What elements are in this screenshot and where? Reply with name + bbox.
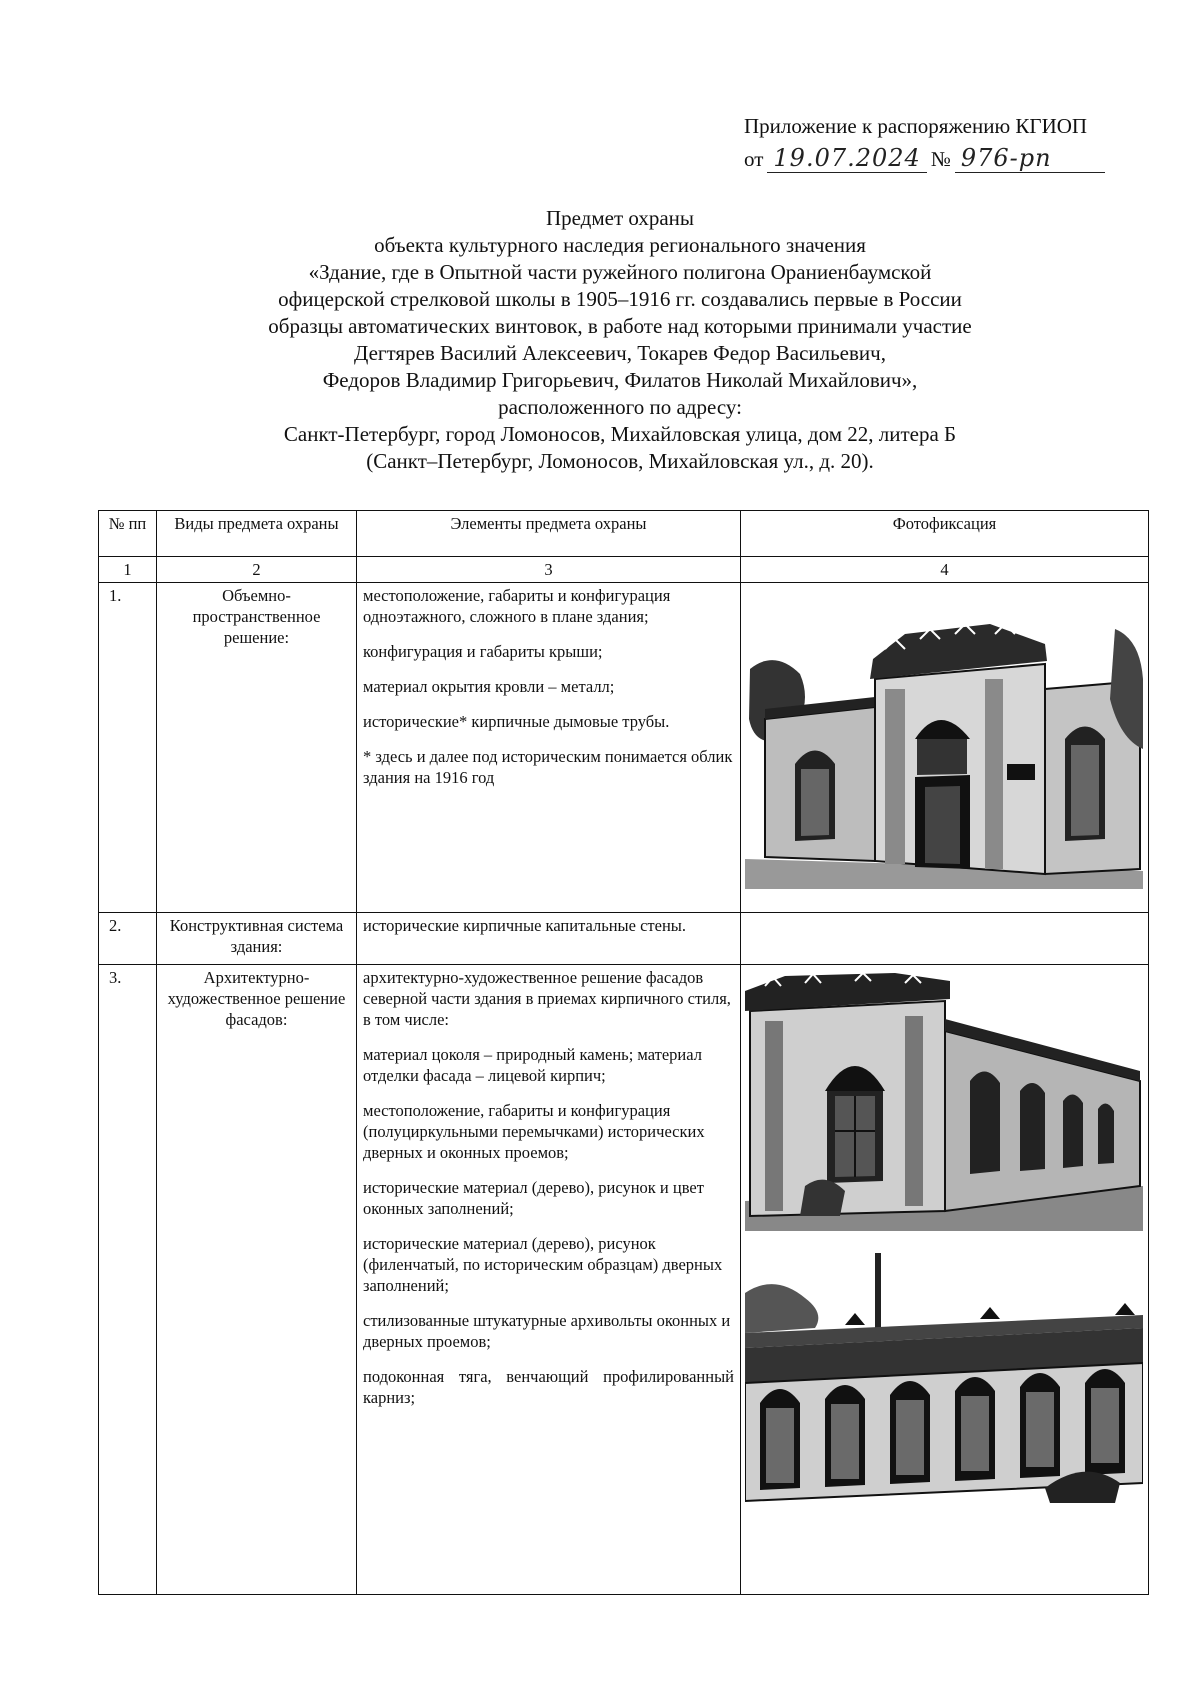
document-title: [180, 205, 1060, 475]
photo-cell-empty: [741, 913, 1149, 965]
title-line: расположенного по адресу:: [498, 395, 742, 419]
row-elements: [357, 913, 741, 965]
title-line: Санкт-Петербург, город Ломоносов, Михайловская улица, дом 22, литера Б: [283, 422, 957, 446]
photo-cell: [741, 583, 1149, 913]
row-number: 2.: [99, 913, 157, 965]
title-line: объекта культурного наследия регионального значения: [374, 233, 866, 257]
row-number: 3.: [99, 965, 157, 1595]
photo-cell: [741, 965, 1149, 1595]
index-cell: 1: [99, 557, 157, 583]
table-header-row: [99, 511, 1149, 557]
appendix-date-line: [744, 144, 1164, 173]
row-number: 1.: [99, 583, 157, 913]
table-row: [99, 913, 1149, 965]
order-number: 976-рп: [955, 144, 1105, 173]
title-line: офицерской стрелковой школы в 1905–1916 гг. создавались первые в России: [278, 287, 962, 311]
from-label: от: [744, 147, 764, 171]
table-index-row: [99, 557, 1149, 583]
title-line: образцы автоматических винтовок, в работе над которыми принимали участие: [268, 314, 972, 338]
element-item: конфигурация и габариты крыши;: [363, 642, 603, 661]
index-cell: 2: [157, 557, 357, 583]
element-item: архитектурно-художественное решение фасадов северной части здания в приемах кирпичного стиля, в том числе:: [363, 968, 731, 1029]
table-row: [99, 583, 1149, 913]
element-item: местоположение, габариты и конфигурация одноэтажного, сложного в плане здания;: [363, 586, 671, 626]
title-line: Дегтярев Василий Алексеевич, Токарев Федор Васильевич,: [354, 341, 886, 365]
element-item: исторические материал (дерево), рисунок и цвет оконных заполнений;: [363, 1178, 704, 1218]
title-line: (Санкт–Петербург, Ломоносов, Михайловская ул., д. 20).: [366, 449, 874, 473]
facade-windows-photo: [745, 1253, 1143, 1503]
north-facade-photo: [745, 971, 1143, 1231]
element-item: материал цоколя – природный камень; материал отделки фасада – лицевой кирпич;: [363, 1045, 702, 1085]
title-line: Федоров Владимир Григорьевич, Филатов Николай Михайлович»,: [322, 368, 918, 392]
building-corner-photo: [745, 589, 1143, 889]
index-cell: 3: [357, 557, 741, 583]
element-item: исторические кирпичные капитальные стены.: [363, 916, 686, 935]
appendix-header: [744, 112, 1164, 173]
element-item: материал окрытия кровли – металл;: [363, 677, 615, 696]
title-line: «Здание, где в Опытной части ружейного полигона Ораниенбаумской: [308, 260, 932, 284]
row-elements: [357, 583, 741, 913]
element-item: местоположение, габариты и конфигурация (полуциркульными перемычками) исторических дверных и оконных проемов;: [363, 1101, 705, 1162]
row-elements: [357, 965, 741, 1595]
order-date: 19.07.2024: [767, 144, 926, 173]
row-kind: Объемно-пространственное решение:: [157, 583, 357, 913]
row-kind: Конструктивная система здания:: [157, 913, 357, 965]
protection-table: [98, 510, 1149, 1595]
element-item: исторические материал (дерево), рисунок (филенчатый, по историческим образцам) дверных заполнений;: [363, 1234, 723, 1295]
appendix-line: Приложение к распоряжению КГИОП: [744, 114, 1088, 138]
header-elements: Элементы предмета охраны: [357, 511, 741, 557]
number-label: №: [930, 147, 951, 171]
element-item: исторические* кирпичные дымовые трубы.: [363, 712, 670, 731]
row-kind: Архитектурно-художественное решение фасадов:: [157, 965, 357, 1595]
title-line: Предмет охраны: [545, 206, 695, 230]
header-num: № пп: [99, 511, 157, 557]
index-cell: 4: [741, 557, 1149, 583]
header-kind: Виды предмета охраны: [157, 511, 357, 557]
header-photo: Фотофиксация: [741, 511, 1149, 557]
element-item: подоконная тяга, венчающий профилированный карниз;: [363, 1367, 734, 1407]
table-row: [99, 965, 1149, 1595]
element-footnote: * здесь и далее под историческим понимается облик здания на 1916 год: [363, 747, 733, 787]
element-item: стилизованные штукатурные архивольты оконных и дверных проемов;: [363, 1311, 731, 1351]
